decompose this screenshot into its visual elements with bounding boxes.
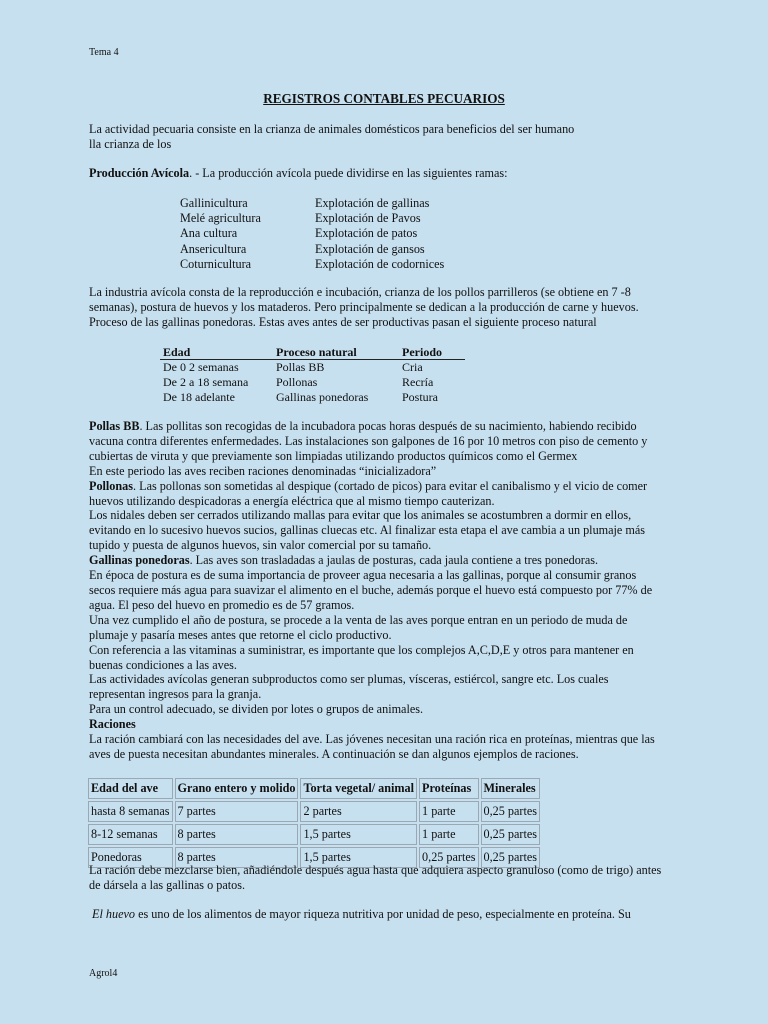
industria-paragraph: La industria avícola consta de la reproducción e incubación, crianza de los pollos parrilleros (se obtiene en 7 -8 semanas), postura de huevos y los mataderos. Pero principalmente se dedican a la producción de carne y huevos. Proceso de las gallinas ponedoras. Estas aves antes de ser productivas pasan el siguiente proceso natural (89, 285, 639, 329)
process-table (160, 345, 465, 404)
table-row: De 18 adelante Gallinas ponedoras Postura (163, 389, 438, 404)
avicola-paragraph: Producción Avícola. - La producción avícola puede dividirse en las siguientes ramas: (89, 166, 508, 180)
list-item: Coturnicultura Explotación de codornices (180, 256, 445, 271)
avicola-heading: Producción Avícola (89, 166, 190, 180)
raciones-heading: Raciones (89, 717, 136, 732)
huevo-paragraph: El huevo es uno de los alimentos de mayor riqueza nutritiva por unidad de peso, especialmente en proteína. Su (92, 907, 631, 921)
table-row: De 0 2 semanas Pollas BB Cria (163, 360, 423, 374)
list-item: Gallinicultura Explotación de gallinas (180, 196, 430, 210)
table-header-row: Edad del ave Grano entero y molido Torta vegetal/ animal Proteínas Minerales (88, 778, 540, 799)
list-item: Melé agricultura Explotación de Pavos (180, 211, 421, 226)
page-footer: Agrol4 (89, 968, 118, 979)
gallinas-heading: Gallinas ponedoras (89, 553, 190, 568)
list-item: Ana cultura Explotación de patos (180, 226, 418, 241)
table-row: 8-12 semanas 8 partes 1,5 partes 1 parte 0,25 partes (88, 824, 540, 845)
table-row: Ponedoras 8 partes 1,5 partes 0,25 partes 0,25 partes (88, 847, 540, 868)
intro-paragraph: La actividad pecuaria consiste en la crianza de animales domésticos para beneficios del ser humano lla crianza de los (89, 122, 575, 151)
page-title: REGISTROS CONTABLES PECUARIOS (263, 91, 505, 106)
body-text: Pollas BB. Las pollitas son recogidas de la incubadora pocas horas después de su nacimiento, habiendo recibido vacuna contra diferentes enfermedades. Las instalaciones son galpones de 16 por 10 metros con piso de cemento y cubiertas de viruta y que previamente son limpiadas utilizando productos químicos como el Germex En este periodo las aves reciben raciones denominadas “inicializadora” Pollonas. Las pollonas son sometidas al despique (cortado de picos) para evitar el canibalismo y el vicio de comer huevos utilizando despicadoras a energía eléctrica que al mismo tiempo cauterizan. Los nidales deben ser cerrados utilizando mallas para evitar que los animales se acostumbren a dormir en ellos, evitando en lo sucesivo huevos sucios, gallinas cluecas etc. Al finalizar esta etapa el ave cambia a un plumaje más tupido y puesta de algunos huevos, sin valor comercial por su tamaño. Gallinas ponedoras. Las aves son trasladadas a jaulas de posturas, cada jaula contiene a tres ponedoras. En época de postura es de suma importancia de proveer agua necesaria a las gallinas, porque al consumir granos secos requiere más agua para suavizar el alimento en el buche, además porque el huevo está compuesto por 77% de agua. El peso del huevo en promedio es de 57 gramos. Una vez cumplido el año de postura, se procede a la venta de las aves porque entran en un periodo de muda de plumaje y pasaría meses antes que retorne el ciclo productivo. Con referencia a las vitaminas a suministrar, es importante que los complejos A,C,D,E y otros para mantener en buenas condiciones a las aves. Las actividades avícolas generan subproductos como ser plumas, vísceras, estiércol, sangre etc. Los cuales representan ingresos para la granja. Para un control adecuado, se dividen por lotes o grupos de animales. Raciones La ración cambiará con las necesidades del ave. Las jóvenes necesitan una ración rica en proteínas, mientras que las aves de puesta necesitan abundantes minerales. A continuación se dan algunos ejemplos de raciones. (89, 419, 655, 761)
table-row: hasta 8 semanas 7 partes 2 partes 1 parte 0,25 partes (88, 801, 540, 822)
ration-table (86, 776, 542, 870)
pollas-bb-heading: Pollas BB (89, 419, 140, 433)
page-header: Tema 4 (89, 47, 119, 58)
huevo-emphasis: El huevo (92, 907, 136, 921)
pollonas-heading: Pollonas (89, 478, 134, 493)
list-item: Ansericultura Explotación de gansos (180, 241, 425, 256)
table-header-row: Edad Proceso natural Periodo (160, 345, 465, 360)
branches-list (180, 196, 444, 272)
mix-paragraph: La ración debe mezclarse bien, añadiéndole después agua hasta que adquiera aspecto granuloso (como de trigo) antes de dársela a las gallinas o patos. (89, 863, 662, 892)
table-row: De 2 a 18 semana Pollonas Recría (163, 374, 434, 389)
